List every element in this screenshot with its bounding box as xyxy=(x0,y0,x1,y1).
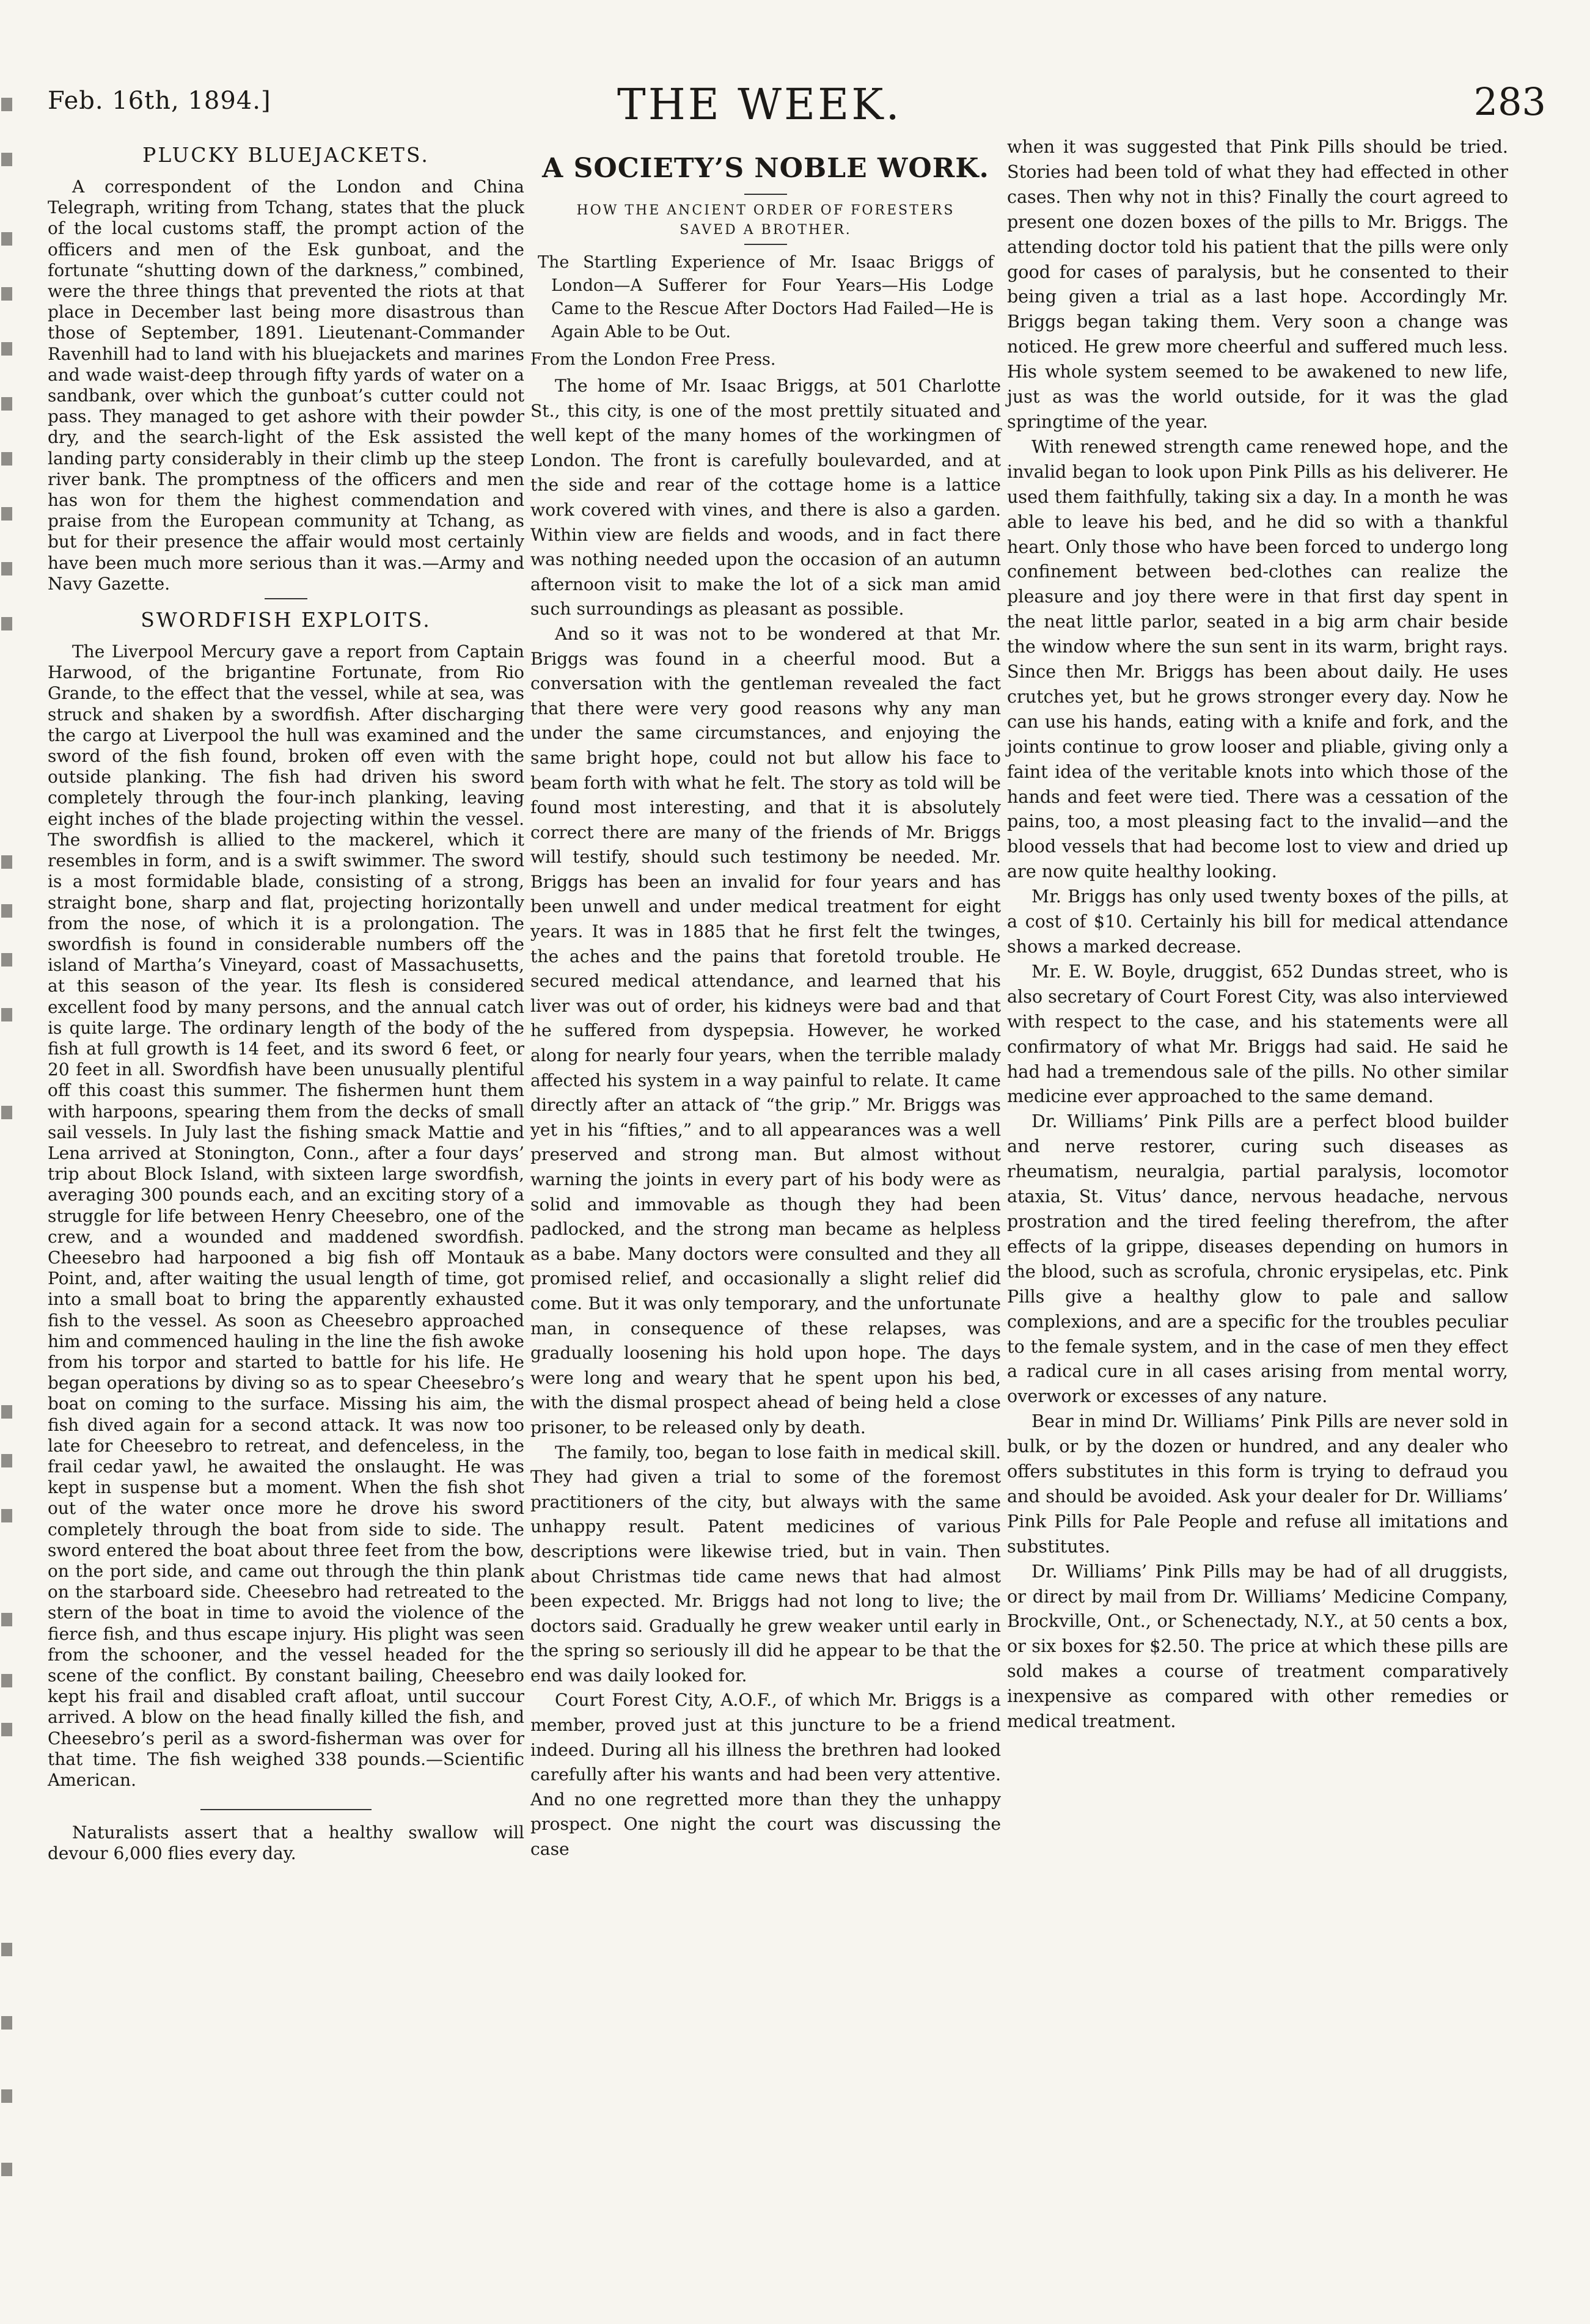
gutter-fragment xyxy=(1,1405,12,1419)
headline-rule xyxy=(744,244,787,245)
left-column xyxy=(48,134,524,1865)
gutter-fragment xyxy=(1,507,12,521)
article-source: From the London Free Press. xyxy=(530,350,776,369)
gutter-fragment xyxy=(1,617,12,630)
gutter-fragment xyxy=(1,1674,12,1687)
article-paragraph: Dr. Williams’ Pink Pills are a perfect blood builder and nerve restorer, curing such diseases as rheumatism, neuralgia, partial paralysis, locomotor ataxia, St. Vitus’ dance, nervous headache, nervous prostration and the tired feeling therefrom, the after effects of la grippe, diseases depending on humors in the blood, such as scrofula, chronic erysipelas, etc. Pink Pills give a healthy glow to pale and sallow complexions, and are a specific for the troubles peculiar to the female system, and in the case of men they effect a radical cure in all cases arising from mental worry, overwork or excesses of any nature. xyxy=(1007,1111,1508,1407)
gutter-fragment xyxy=(1,287,12,301)
right-column xyxy=(1007,134,1508,1734)
article-paragraph: The family, too, began to lose faith in medical skill. They had given a trial to some of the foremost practitioners of the city, but always with the same unhappy result. Patent medicines of various descriptions were likewise tried, but in vain. Then about Christmas tide came news that had almost been expected. Mr. Briggs had not long to live; the doctors said. Gradually he grew weaker until early in the spring so seriously ill did he appear to be that the end was daily looked for. xyxy=(530,1442,1001,1686)
swallow-note: Naturalists assert that a healthy swallow will devour 6,000 flies every day. xyxy=(48,1822,524,1864)
article-subheadline: HOW THE ANCIENT ORDER OF FORESTERS SAVED A BROTHER. xyxy=(576,203,955,238)
gutter-fragment xyxy=(1,1454,12,1467)
article-paragraph: Dr. Williams’ Pink Pills may be had of all druggists, or direct by mail from Dr. Williams’ Medicine Company, Brockville, Ont., or Schenectady, N.Y., at 50 cents a box, or six boxes for $2.50. The price at which these pills are sold makes a course of treatment comparatively inexpensive as compared with other remedies or medical treatment. xyxy=(1007,1560,1508,1732)
article-paragraph: Mr. E. W. Boyle, druggist, 652 Dundas street, who is also secretary of Court Forest City, was also interviewed with respect to the case, and his statements were all confirmatory of what Mr. Briggs had said. He said he had had a tremendous sale of the pills. No other similar medicine ever approached to the same demand. xyxy=(1007,960,1508,1107)
gutter-fragment xyxy=(1,2163,12,2176)
article-paragraph: Bear in mind Dr. Williams’ Pink Pills are never sold in bulk, or by the dozen or hundred, and any dealer who offers substitutes in this form is trying to defraud you and should be avoided. Ask your dealer for Dr. Williams’ Pink Pills for Pale People and refuse all imitations and substitutes. xyxy=(1007,1411,1508,1557)
gutter-fragment xyxy=(1,1008,12,1021)
gutter-fragment xyxy=(1,1509,12,1522)
gutter-fragment xyxy=(1,452,12,466)
article-paragraph: The home of Mr. Isaac Briggs, at 501 Charlotte St., this city, is one of the most prettily situated and well kept of the many homes of the workingmen of London. The front is carefully boulevarded, and at the side and rear of the cottage home is a lattice work covered with vines, and there is also a garden. Within view are fields and woods, and in fact there was nothing needed upon the occasion of an autumn afternoon visit to make the lot of a sick man amid such surroundings as pleasant as possible. xyxy=(530,376,1001,619)
section-divider xyxy=(200,1809,372,1810)
gutter-fragment xyxy=(1,2016,12,2030)
middle-column xyxy=(530,134,1001,1862)
gutter-fragment xyxy=(1,1613,12,1626)
gutter-fragment xyxy=(1,98,12,111)
article-paragraph: With renewed strength came renewed hope, and the invalid began to look upon Pink Pills as his deliverer. He used them faithfully, taking six a day. In a month he was able to leave his bed, and he did so with a thankful heart. Only those who have been forced to undergo long confinement between bed-clothes can realize the pleasure and joy there were in that first day spent in the neat little parlor, seated in a big arm chair beside the window where the sun sent in its warm, bright rays. Since then Mr. Briggs has been about daily. He uses crutches yet, but he grows stronger every day. Now he can use his hands, eating with a knife and fork, and the joints continue to grow looser and pliable, giving only a faint idea of the veritable knots into which those of the hands and feet were tied. There was a cessation of the pains, too, a most pleasing fact to the invalid—and the blood vessels that had become lost to view and dried up are now quite healthy looking. xyxy=(1007,436,1508,882)
article-paragraph: Court Forest City, A.O.F., of which Mr. Briggs is a member, proved just at this juncture to be a friend indeed. During all his illness the brethren had looked carefully after his wants and had been very attentive. And no one regretted more than they the unhappy prospect. One night the court was discussing the case xyxy=(530,1690,1001,1860)
swordfish-body: The Liverpool Mercury gave a report from Captain Harwood, of the brigantine Fortunate, from Rio Grande, to the effect that the vessel, while at sea, was struck and shaken by a swordfish. After discharging the cargo at Liverpool the hull was examined and the sword of the fish found, broken off even with the outside planking. The fish had driven his sword completely through the four-inch planking, leaving eight inches of the blade projecting within the vessel. The swordfish is allied to the mackerel, which it resembles in form, and is a swift swimmer. The sword is a most formidable blade, consisting of a strong, straight bone, sharp and flat, projecting horizontally from the nose, of which it is a prolongation. The swordfish is found in considerable numbers off the island of Martha’s Vineyard, coast of Massachusetts, at this season of the year. Its flesh is considered excellent food by many persons, and the annual catch is quite large. The ordinary length of the body of the fish at full growth is 14 feet, and its sword 6 feet, or 20 feet in all. Swordfish have been unusually plentiful off this coast this summer. The fishermen hunt them with harpoons, spearing them from the decks of small sail vessels. In July last the fishing smack Mattie and Lena arrived at Stonington, Conn., after a four days’ trip about Block Island, with sixteen large swordfish, averaging 300 pounds each, and an exciting story of a struggle for life between Henry Cheesebro, one of the crew, and a wounded and maddened swordfish. Cheesebro had harpooned a big fish off Montauk Point, and, after waiting the usual length of time, got into a small boat to bring the apparently exhausted fish to the vessel. As soon as Cheesebro approached him and commenced hauling in the line the fish awoke from his torpor and started to battle for his life. He began operations by diving so as to spear Cheesebro’s boat on coming to the surface. Missing his aim, the fish dived again for a second attack. It was now too late for Cheesebro to retreat, and defenceless, in the frail cedar yawl, he awaited the onslaught. He was kept in suspense but a moment. When the fish shot out of the water once more he drove his sword completely through the boat from side to side. The sword entered the boat about three feet from the bow, on the port side, and came out through the thin plank on the starboard side. Cheesebro had retreated to the stern of the boat in time to avoid the violence of the fierce fish, and thus escape injury. His plight was seen from the schooner, and the vessel headed for the scene of the conflict. By constant bailing, Cheesebro kept his frail and disabled craft afloat, until succour arrived. A blow on the head finally killed the fish, and Cheesebro’s peril as a sword-fisherman was over for that time. The fish weighed 338 pounds.—Scientific American. xyxy=(48,641,524,1791)
gutter-fragment xyxy=(1,1106,12,1119)
gutter-fragment xyxy=(1,397,12,411)
gutter-fragment xyxy=(1,904,12,918)
gutter-fragment xyxy=(1,153,12,166)
article-paragraph: Mr. Briggs has only used twenty boxes of the pills, at a cost of $10. Certainly his bill for medical attendance shows a marked decrease. xyxy=(1007,886,1508,957)
gutter-fragment xyxy=(1,1943,12,1956)
headline-rule xyxy=(744,194,787,195)
swordfish-heading: SWORDFISH EXPLOITS. xyxy=(141,608,431,632)
article-headline: A SOCIETY’S NOBLE WORK. xyxy=(542,153,989,184)
page-number: 283 xyxy=(1473,79,1546,124)
article-deck: The Startling Experience of Mr. Isaac Briggs of London—A Sufferer for Four Years—His Lodge Came to the Rescue After Doctors Had Failed—He is Again Able to be Out. xyxy=(538,253,994,342)
gutter-fragment xyxy=(1,1723,12,1736)
article-paragraph: And so it was not to be wondered at that Mr. Briggs was found in a cheerful mood. But a conversation with the gentleman revealed the fact that there were very good reasons why any man under the same circumstances, and enjoying the same bright hope, could not but allow his face to beam forth with what he felt. The story as told will be found most interesting, and that it is absolutely correct there are many of the friends of Mr. Briggs will testify, should such testimony be needed. Mr. Briggs has been an invalid for four years and has been unwell and under medical treatment for eight years. It was in 1885 that he first felt the twinges, the aches and the pains that foretold trouble. He secured medical attendance, and learned that his liver was out of order, his kidneys were bad and that he suffered from dyspepsia. However, he worked along for nearly four years, when the terrible malady affected his system in a way painful to relate. It came directly after an attack of “the grip.” Mr. Briggs was yet in his “fifties,” and to all appearances was a well preserved and strong man. But almost without warning the joints in every part of his body were as solid and immovable as though they had been padlocked, and the strong man became as helpless as a babe. Many doctors were consulted and they all promised relief, and occasionally a slight relief did come. But it was only temporary, and the unfortunate man, in consequence of these relapses, was gradually loosening his hold upon hope. The days were long and weary that he spent upon his bed, with the dismal prospect ahead of being held a close prisoner, to be released only by death. xyxy=(530,623,1001,1438)
gutter-fragment xyxy=(1,953,12,967)
adjacent-page-edge xyxy=(0,0,13,2324)
section-divider xyxy=(265,598,307,599)
bluejackets-body: A correspondent of the London and China Telegraph, writing from Tchang, states that the pluck of the local customs staff, the prompt action of the officers and men of the Esk gunboat, and the fortunate “shutting down of the darkness,” combined, were the three things that prevented the riots at that place in December last being more disastrous than those of September, 1891. Lieutenant-Commander Ravenhill had to land with his bluejackets and marines and wade waist-deep through fifty yards of water on a sandbank, over which the gunboat’s cutter could not pass. They managed to get ashore with their powder dry, and the search-light of the Esk assisted the landing party considerably in their climb up the steep river bank. The promptness of the officers and men has won for them the highest commendation and praise from the European community at Tchang, as but for their presence the affair would most certainly have been much more serious than it was.—Army and Navy Gazette. xyxy=(48,177,524,594)
bluejackets-heading: PLUCKY BLUEJACKETS. xyxy=(142,143,430,167)
article-paragraph: when it was suggested that Pink Pills should be tried. Stories had been told of what they had effected in other cases. Then why not in this? Finally the court agreed to present one dozen boxes of the pills to Mr. Briggs. The attending doctor told his patient that the pills were only good for cases of paralysis, but he consented to their being given a trial as a last hope. Accordingly Mr. Briggs began taking them. Very soon a change was noticed. He grew more cheerful and suffered much less. His whole system seemed to be awakened to new life, just as was the world outside, for it was the glad springtime of the year. xyxy=(1007,136,1508,432)
gutter-fragment xyxy=(1,855,12,869)
masthead-title: THE WEEK. xyxy=(617,79,902,130)
gutter-fragment xyxy=(1,2089,12,2103)
gutter-fragment xyxy=(1,232,12,246)
issue-date: Feb. 16th, 1894.] xyxy=(48,87,271,115)
gutter-fragment xyxy=(1,342,12,356)
gutter-fragment xyxy=(1,562,12,576)
